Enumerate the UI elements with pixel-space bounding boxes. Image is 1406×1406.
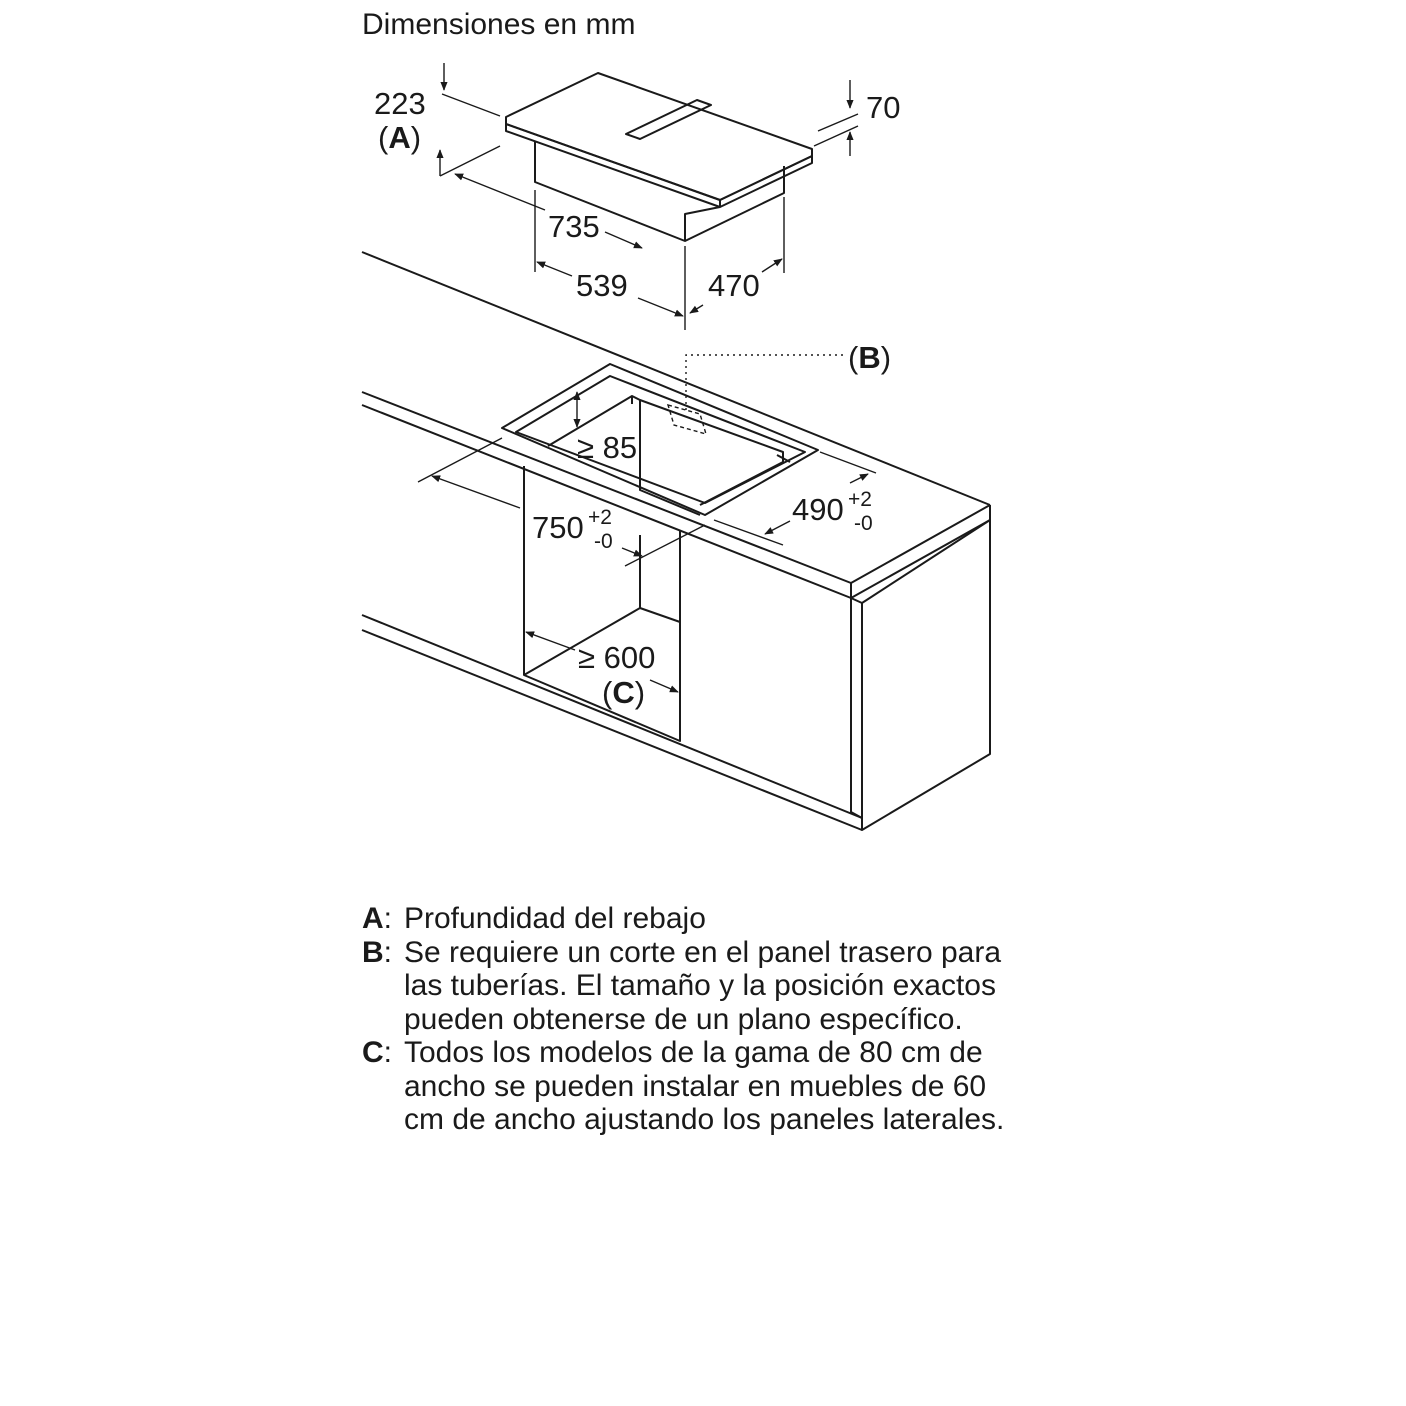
arrow-539-right	[638, 298, 683, 316]
dim-750-tol-minus: -0	[594, 530, 613, 553]
arrow-490-right	[850, 474, 868, 483]
label-c: (C)	[602, 675, 646, 710]
dim-735: 735	[548, 209, 600, 244]
dim-70: 70	[866, 90, 901, 125]
cabinet-side-panel	[851, 520, 990, 830]
cabinet-door-edge	[851, 598, 862, 818]
arrow-750-left	[432, 476, 520, 508]
arrow-470-right	[762, 259, 782, 272]
rear-panel-cutout	[668, 405, 706, 434]
hob-glass-top	[506, 73, 812, 200]
arrow-600-left	[526, 632, 575, 650]
arrow-735-left	[455, 174, 545, 210]
legend-key-c: C:	[362, 1036, 393, 1069]
dim-600: ≥ 600	[578, 640, 656, 675]
legend-text-c: Todos los modelos de la gama de 80 cm de ancho se pueden instalar en muebles de 60 cm de ancho ajustando los paneles laterales.	[404, 1036, 1005, 1136]
worktop-front-edge	[362, 392, 990, 583]
legend-item-a	[362, 902, 1122, 936]
hob-body-front-edge	[685, 207, 720, 241]
cabinet-drawing	[362, 252, 990, 830]
arrow-490-left	[765, 521, 790, 534]
legend-key-a: A:	[362, 902, 393, 935]
legend-item-b	[362, 936, 1122, 1037]
arrow-539-left	[537, 262, 572, 276]
dim-750-tol-plus: +2	[588, 506, 612, 529]
diagram-title: Dimensiones en mm	[362, 8, 636, 41]
dim-85: ≥ 85	[577, 430, 638, 465]
dim-223: 223	[374, 86, 426, 121]
label-b: (B)	[848, 340, 892, 375]
ext-line-70-bottom	[814, 126, 858, 146]
dim-539: 539	[576, 268, 628, 303]
legend-text-a: Profundidad del rebajo	[404, 902, 706, 935]
dim-490: 490	[792, 492, 844, 527]
label-a: (A)	[378, 120, 422, 155]
ext-line-223-top	[442, 94, 500, 116]
leader-line-b	[686, 355, 844, 410]
legend-key-b: B:	[362, 935, 393, 969]
ext-line-223-bottom	[440, 146, 500, 176]
dim-470: 470	[708, 268, 760, 303]
label-c-letter: C	[612, 675, 635, 710]
legend-item-c	[362, 1036, 1122, 1137]
hob-vent-slot	[626, 100, 711, 139]
dim-490-tol-plus: +2	[848, 488, 872, 511]
legend	[362, 902, 1122, 1137]
hob-dimension-lines	[440, 63, 858, 330]
legend-text-b: Se requiere un corte en el panel trasero para las tuberías. El tamaño y la posición exactos pueden obtenerse de un plano específico.	[404, 935, 1002, 1036]
label-b-letter: B	[858, 340, 881, 375]
hob-glass-thickness	[506, 124, 812, 207]
arrow-600-right	[650, 680, 678, 692]
arrow-735-right	[605, 232, 642, 248]
worktop-back-edge	[362, 252, 990, 505]
label-a-letter: A	[388, 120, 411, 155]
cabinet-top-edge	[862, 520, 990, 603]
ext-line-750-right	[625, 525, 705, 566]
dim-490-tol-minus: -0	[854, 512, 873, 535]
arrow-470-left	[690, 305, 703, 313]
dim-750: 750	[532, 510, 584, 545]
